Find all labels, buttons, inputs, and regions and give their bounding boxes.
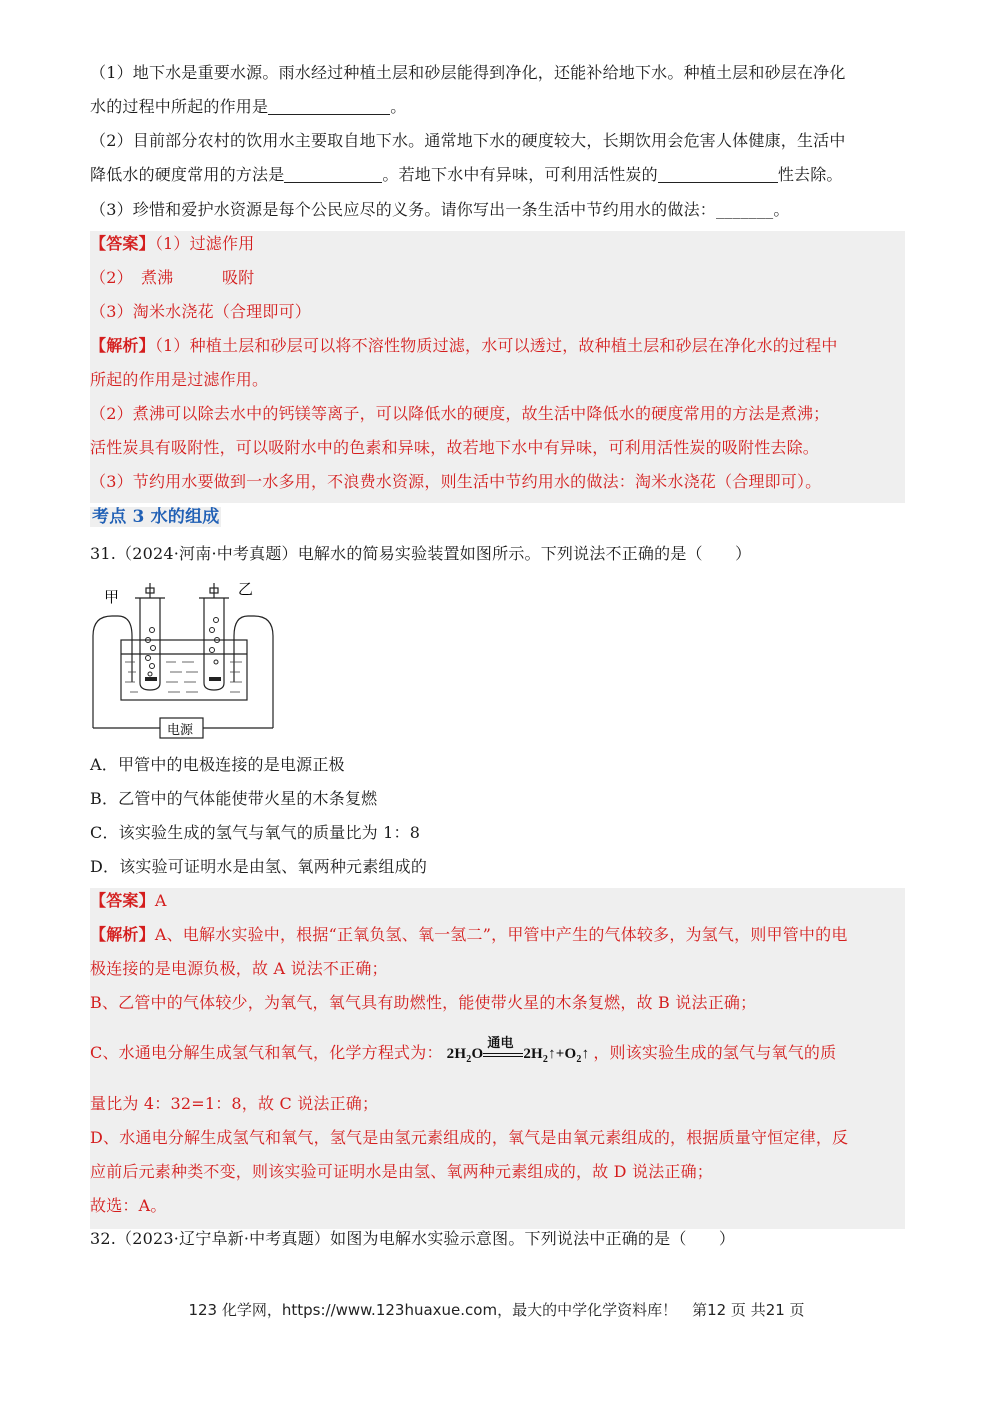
electrolysis-figure: [90, 578, 290, 744]
section-heading-row: [90, 506, 221, 528]
analysis-text: （1）种植土层和砂层可以将不溶性物质过滤，水可以透过，故种植土层和砂层在净化水的过程中: [154, 336, 838, 355]
question-text: 。: [773, 200, 790, 219]
question-text: 。: [390, 97, 407, 116]
question-line: [90, 96, 406, 118]
question-text: （3）珍惜和爱护水资源是每个公民应尽的义务。请你写出一条生活中节约用水的做法：: [90, 200, 716, 219]
analysis-line: B、乙管中的气体较少，为氧气，氧气具有助燃性，能使带火星的木条复燃，故 B 说法正确；: [90, 993, 757, 1012]
option-b: B．乙管中的气体能使带火星的木条复燃: [90, 789, 378, 808]
question-text: 水的过程中所起的作用是: [90, 97, 269, 116]
chemical-equation: $2H_2O$ 通电 $2H_2↑+O_2↑$: [443, 1043, 594, 1071]
answer-line: （2） 煮沸 吸附: [90, 268, 255, 287]
option-a: A．甲管中的电极连接的是电源正极: [90, 755, 345, 774]
question-stem: 31.（2024·河南·中考真题）电解水的简易实验装置如图所示。下列说法不正确的是（ ）: [90, 544, 752, 563]
gas-arrow-icon: ↑: [548, 1046, 556, 1062]
analysis-text: ，则该实验生成的氢气与氧气的质: [593, 1043, 837, 1062]
analysis-line: 故选：A。: [90, 1196, 167, 1215]
answer-line: [90, 890, 167, 912]
answer-box: [90, 888, 905, 1229]
page-footer: 123 化学网，https://www.123huaxue.com，最大的中学化学资料库！ 第12 页 共21 页: [188, 1301, 805, 1319]
option-c: C．该实验生成的氢气与氧气的质量比为 1：8: [90, 823, 421, 842]
tube-label-yi: 乙: [238, 580, 254, 598]
question-text: 。若地下水中有异味，可利用活性炭的: [382, 165, 658, 184]
analysis-line: 极连接的是电源负极，故 A 说法不正确；: [90, 959, 388, 978]
analysis-line: [90, 1034, 837, 1071]
answer-line: （3）淘米水浇花（合理即可）: [90, 302, 311, 321]
analysis-line: 所起的作用是过滤作用。: [90, 370, 269, 389]
answer-text: （1）过滤作用: [154, 234, 255, 253]
section-heading: 考点 3 水的组成: [92, 507, 220, 527]
power-label: 电源: [167, 723, 194, 738]
question-text: 性去除。: [777, 165, 843, 184]
answer-blank: _______: [715, 200, 774, 219]
answer-blank: [268, 98, 390, 115]
question-text: 降低水的硬度常用的方法是: [90, 165, 285, 184]
answer-tag: 【答案】: [90, 891, 155, 910]
analysis-tag: 【解析】: [90, 925, 155, 944]
gas-arrow-icon: ↑: [581, 1046, 590, 1062]
question-line: [90, 164, 843, 186]
answer-box: [90, 231, 905, 503]
analysis-line: （2）煮沸可以除去水中的钙镁等离子，可以降低水的硬度，故生活中降低水的硬度常用的方法是煮沸；: [90, 404, 830, 423]
analysis-line: 量比为 4：32=1：8，故 C 说法正确；: [90, 1094, 379, 1113]
question-line: [90, 199, 790, 221]
question-line: （2）目前部分农村的饮用水主要取自地下水。通常地下水的硬度较大，长期饮用会危害人体健康，生活中: [90, 131, 846, 150]
answer-line: [90, 233, 254, 255]
option-d: D．该实验可证明水是由氢、氧两种元素组成的: [90, 857, 428, 876]
answer-blank: [658, 166, 778, 183]
equation-condition: 通电: [487, 1034, 514, 1050]
analysis-line: 活性炭具有吸附性，可以吸附水中的色素和异味，故若地下水中有异味，可利用活性炭的吸附性去除。: [90, 438, 820, 457]
question-stem: 32.（2023·辽宁阜新·中考真题）如图为电解水实验示意图。下列说法中正确的是（ ）: [90, 1229, 736, 1248]
analysis-text: A、电解水实验中，根据“正氧负氢、氧一氢二”，甲管中产生的气体较多，为氢气，则甲管中的电: [154, 925, 848, 944]
analysis-line: （3）节约用水要做到一水多用，不浪费水资源，则生活中节约用水的做法：淘米水浇花（合理即可）。: [90, 472, 822, 491]
analysis-line: [90, 335, 838, 357]
analysis-line: 应前后元素种类不变，则该实验可证明水是由氢、氧两种元素组成的，故 D 说法正确；: [90, 1162, 714, 1181]
answer-tag: 【答案】: [90, 234, 155, 253]
analysis-line: D、水通电分解生成氢气和氧气，氢气是由氢元素组成的，氧气是由氧元素组成的，根据质量守恒定律，反: [90, 1128, 849, 1147]
question-line: （1）地下水是重要水源。雨水经过种植土层和砂层能得到净化，还能补给地下水。种植土层和砂层在净化: [90, 63, 846, 82]
tube-label-jia: 甲: [104, 588, 120, 606]
analysis-line: [90, 924, 848, 946]
answer-blank: [284, 166, 382, 183]
answer-text: A: [154, 891, 167, 910]
analysis-tag: 【解析】: [90, 336, 155, 355]
analysis-text: C、水通电分解生成氢气和氧气，化学方程式为：: [90, 1043, 443, 1062]
